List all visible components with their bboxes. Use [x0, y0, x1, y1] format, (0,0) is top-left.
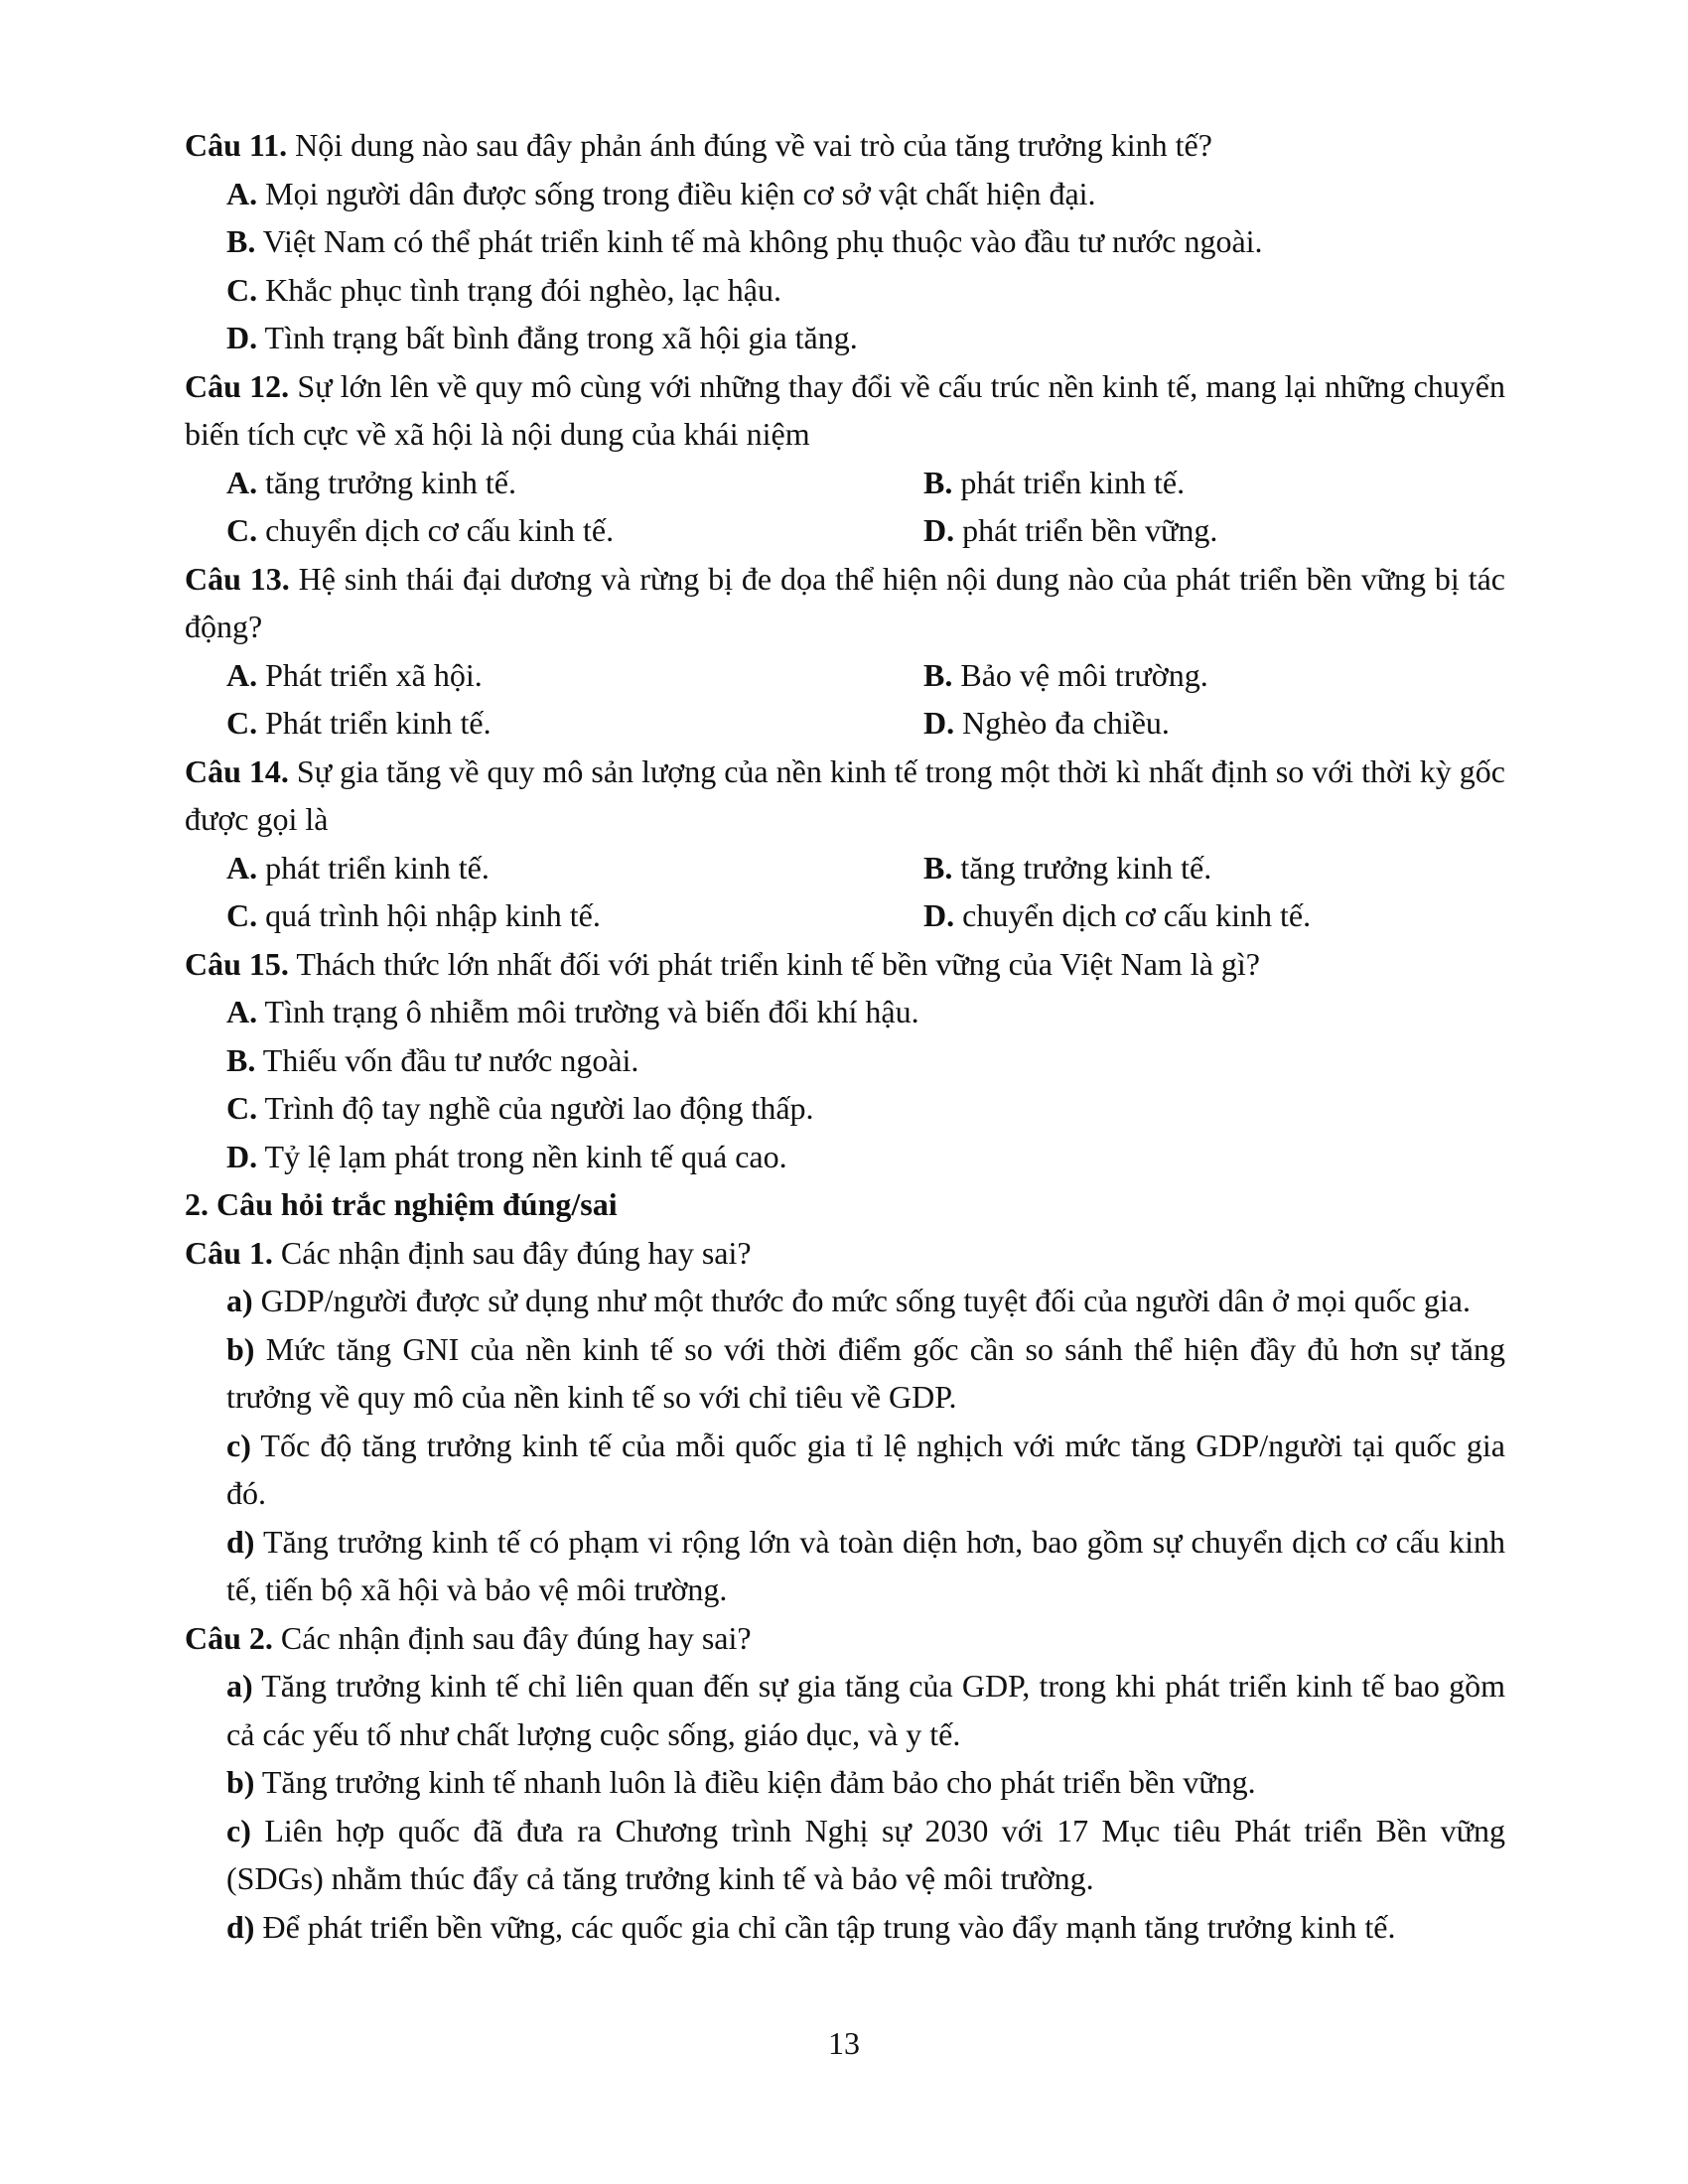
option-label: C. — [226, 705, 258, 741]
option-c — [226, 506, 923, 555]
question-text: Các nhận định sau đây đúng hay sai? — [272, 1234, 752, 1271]
statement-label: a) — [226, 1283, 253, 1318]
question-text: Sự lớn lên về quy mô cùng với những thay đổi về cấu trúc nền kinh tế, mang lại những chuyển biến tích cực về xã hội là nội dung của khái niệm — [185, 367, 1506, 452]
option-label: B. — [226, 1041, 256, 1078]
option-label: C. — [226, 1090, 258, 1126]
option-text: Nghèo đa chiều. — [954, 705, 1170, 741]
option-label: D. — [923, 897, 955, 933]
option-b — [923, 844, 1505, 892]
option-a — [226, 459, 923, 507]
statement-d — [185, 1903, 1505, 1952]
question-text: Sự gia tăng về quy mô sản lượng của nền kinh tế trong một thời kì nhất định so với thời kỳ gốc được gọi là — [185, 752, 1506, 837]
option-c — [185, 1084, 1505, 1133]
statement-text: GDP/người được sử dụng như một thước đo mức sống tuyệt đối của người dân ở mọi quốc gia. — [252, 1283, 1471, 1318]
option-text: Phát triển kinh tế. — [257, 705, 492, 741]
statement-a — [185, 1277, 1505, 1325]
statement-label: c) — [226, 1812, 251, 1848]
option-label: C. — [226, 897, 258, 933]
option-a — [185, 988, 1505, 1036]
option-text: Khắc phục tình trạng đói nghèo, lạc hậu. — [257, 271, 781, 308]
question-12 — [185, 362, 1505, 459]
option-text: Tình trạng ô nhiễm môi trường và biến đổi khí hậu. — [257, 994, 919, 1029]
question-label: Câu 15. — [185, 945, 289, 982]
option-text: phát triển kinh tế. — [257, 849, 490, 886]
option-text: Mọi người dân được sống trong điều kiện cơ sở vật chất hiện đại. — [257, 175, 1096, 211]
question-label: Câu 11. — [185, 127, 288, 163]
statement-text: Tăng trưởng kinh tế có phạm vi rộng lớn và toàn diện hơn, bao gồm sự chuyển dịch cơ cấu kinh tế, tiến bộ xã hội và bảo vệ môi trường. — [226, 1523, 1505, 1607]
option-a — [226, 651, 923, 700]
option-d — [923, 891, 1505, 940]
statement-c — [185, 1422, 1505, 1518]
question-13 — [185, 555, 1505, 651]
option-label: A. — [226, 464, 258, 500]
option-text: phát triển bền vững. — [954, 512, 1218, 548]
options-grid — [185, 459, 1505, 555]
option-label: D. — [226, 1138, 258, 1174]
question-15 — [185, 940, 1505, 989]
question-label: Câu 2. — [185, 1619, 273, 1656]
statement-label: c) — [226, 1427, 251, 1463]
option-label: D. — [923, 512, 955, 548]
ts-question-1 — [185, 1229, 1505, 1278]
option-label: A. — [226, 849, 258, 886]
question-text: Hệ sinh thái đại dương và rừng bị đe dọa thể hiện nội dung nào của phát triển bền vững bị tác động? — [185, 560, 1506, 644]
statement-text: Tăng trưởng kinh tế chỉ liên quan đến sự gia tăng của GDP, trong khi phát triển kinh tế bao gồm cả các yếu tố như chất lượng cuộc sống, giáo dục, và y tế. — [226, 1668, 1505, 1752]
option-text: phát triển kinh tế. — [952, 464, 1186, 500]
option-label: B. — [226, 223, 256, 259]
statement-label: a) — [226, 1668, 253, 1704]
option-label: C. — [226, 512, 258, 548]
option-text: quá trình hội nhập kinh tế. — [257, 897, 601, 933]
page-number: 13 — [828, 2025, 860, 2061]
statement-b — [185, 1758, 1505, 1807]
question-text: Nội dung nào sau đây phản ánh đúng về vai trò của tăng trưởng kinh tế? — [287, 127, 1212, 163]
ts-question-2 — [185, 1614, 1505, 1663]
option-c — [185, 266, 1505, 315]
option-text: Phát triển xã hội. — [257, 656, 483, 693]
option-c — [226, 699, 923, 748]
statement-c — [185, 1807, 1505, 1903]
option-d — [923, 506, 1505, 555]
option-label: D. — [923, 705, 955, 741]
option-text: Tỷ lệ lạm phát trong nền kinh tế quá cao. — [257, 1138, 787, 1174]
question-text: Các nhận định sau đây đúng hay sai? — [272, 1619, 752, 1656]
statement-text: Mức tăng GNI của nền kinh tế so với thời điểm gốc cần so sánh thể hiện đầy đủ hơn sự tăng trưởng về quy mô của nền kinh tế so với chỉ tiêu về GDP. — [226, 1330, 1505, 1415]
statement-text: Để phát triển bền vững, các quốc gia chỉ cần tập trung vào đẩy mạnh tăng trưởng kinh tế. — [254, 1908, 1396, 1945]
option-text: tăng trưởng kinh tế. — [952, 849, 1212, 886]
option-d — [185, 314, 1505, 362]
option-label: B. — [923, 656, 953, 693]
question-label: Câu 14. — [185, 752, 289, 789]
statement-text: Tăng trưởng kinh tế nhanh luôn là điều kiện đảm bảo cho phát triển bền vững. — [254, 1764, 1256, 1800]
option-text: chuyển dịch cơ cấu kinh tế. — [954, 897, 1312, 933]
option-label: A. — [226, 994, 258, 1029]
option-text: Tình trạng bất bình đẳng trong xã hội gia tăng. — [257, 320, 858, 355]
question-label: Câu 12. — [185, 367, 290, 404]
statement-a — [185, 1662, 1505, 1758]
statement-text: Liên hợp quốc đã đưa ra Chương trình Nghị sự 2030 với 17 Mục tiêu Phát triển Bền vững (SDGs) nhằm thúc đẩy cả tăng trưởng kinh tế và bảo vệ môi trường. — [226, 1812, 1505, 1896]
option-text: Bảo vệ môi trường. — [952, 656, 1208, 693]
statement-label: d) — [226, 1523, 255, 1560]
question-label: Câu 13. — [185, 560, 290, 597]
option-label: C. — [226, 271, 258, 308]
option-b — [185, 217, 1505, 266]
option-d — [923, 699, 1505, 748]
option-text: Thiếu vốn đầu tư nước ngoài. — [255, 1041, 639, 1078]
statement-b — [185, 1325, 1505, 1422]
option-text: tăng trưởng kinh tế. — [257, 464, 516, 500]
options-grid — [185, 844, 1505, 940]
section-title: 2. Câu hỏi trắc nghiệm đúng/sai — [185, 1186, 618, 1222]
statement-label: b) — [226, 1764, 255, 1800]
question-text: Thách thức lớn nhất đối với phát triển kinh tế bền vững của Việt Nam là gì? — [288, 945, 1260, 982]
question-label: Câu 1. — [185, 1234, 273, 1271]
options-grid — [185, 651, 1505, 748]
option-b — [923, 651, 1505, 700]
option-text: Việt Nam có thể phát triển kinh tế mà không phụ thuộc vào đầu tư nước ngoài. — [255, 223, 1263, 259]
statement-text: Tốc độ tăng trưởng kinh tế của mỗi quốc gia tỉ lệ nghịch với mức tăng GDP/người tại quốc gia đó. — [226, 1427, 1505, 1511]
option-text: Trình độ tay nghề của người lao động thấp. — [257, 1090, 814, 1126]
option-label: B. — [923, 464, 953, 500]
option-label: D. — [226, 320, 258, 355]
option-a — [226, 844, 923, 892]
question-11 — [185, 121, 1505, 170]
statement-label: b) — [226, 1330, 255, 1367]
option-a — [185, 170, 1505, 218]
option-label: A. — [226, 656, 258, 693]
option-c — [226, 891, 923, 940]
option-text: chuyển dịch cơ cấu kinh tế. — [257, 512, 615, 548]
document-page — [185, 121, 1505, 1951]
option-label: B. — [923, 849, 953, 886]
option-label: A. — [226, 175, 258, 211]
question-14 — [185, 748, 1505, 844]
statement-d — [185, 1518, 1505, 1614]
option-d — [185, 1133, 1505, 1181]
option-b — [185, 1036, 1505, 1085]
statement-label: d) — [226, 1908, 255, 1945]
option-b — [923, 459, 1505, 507]
